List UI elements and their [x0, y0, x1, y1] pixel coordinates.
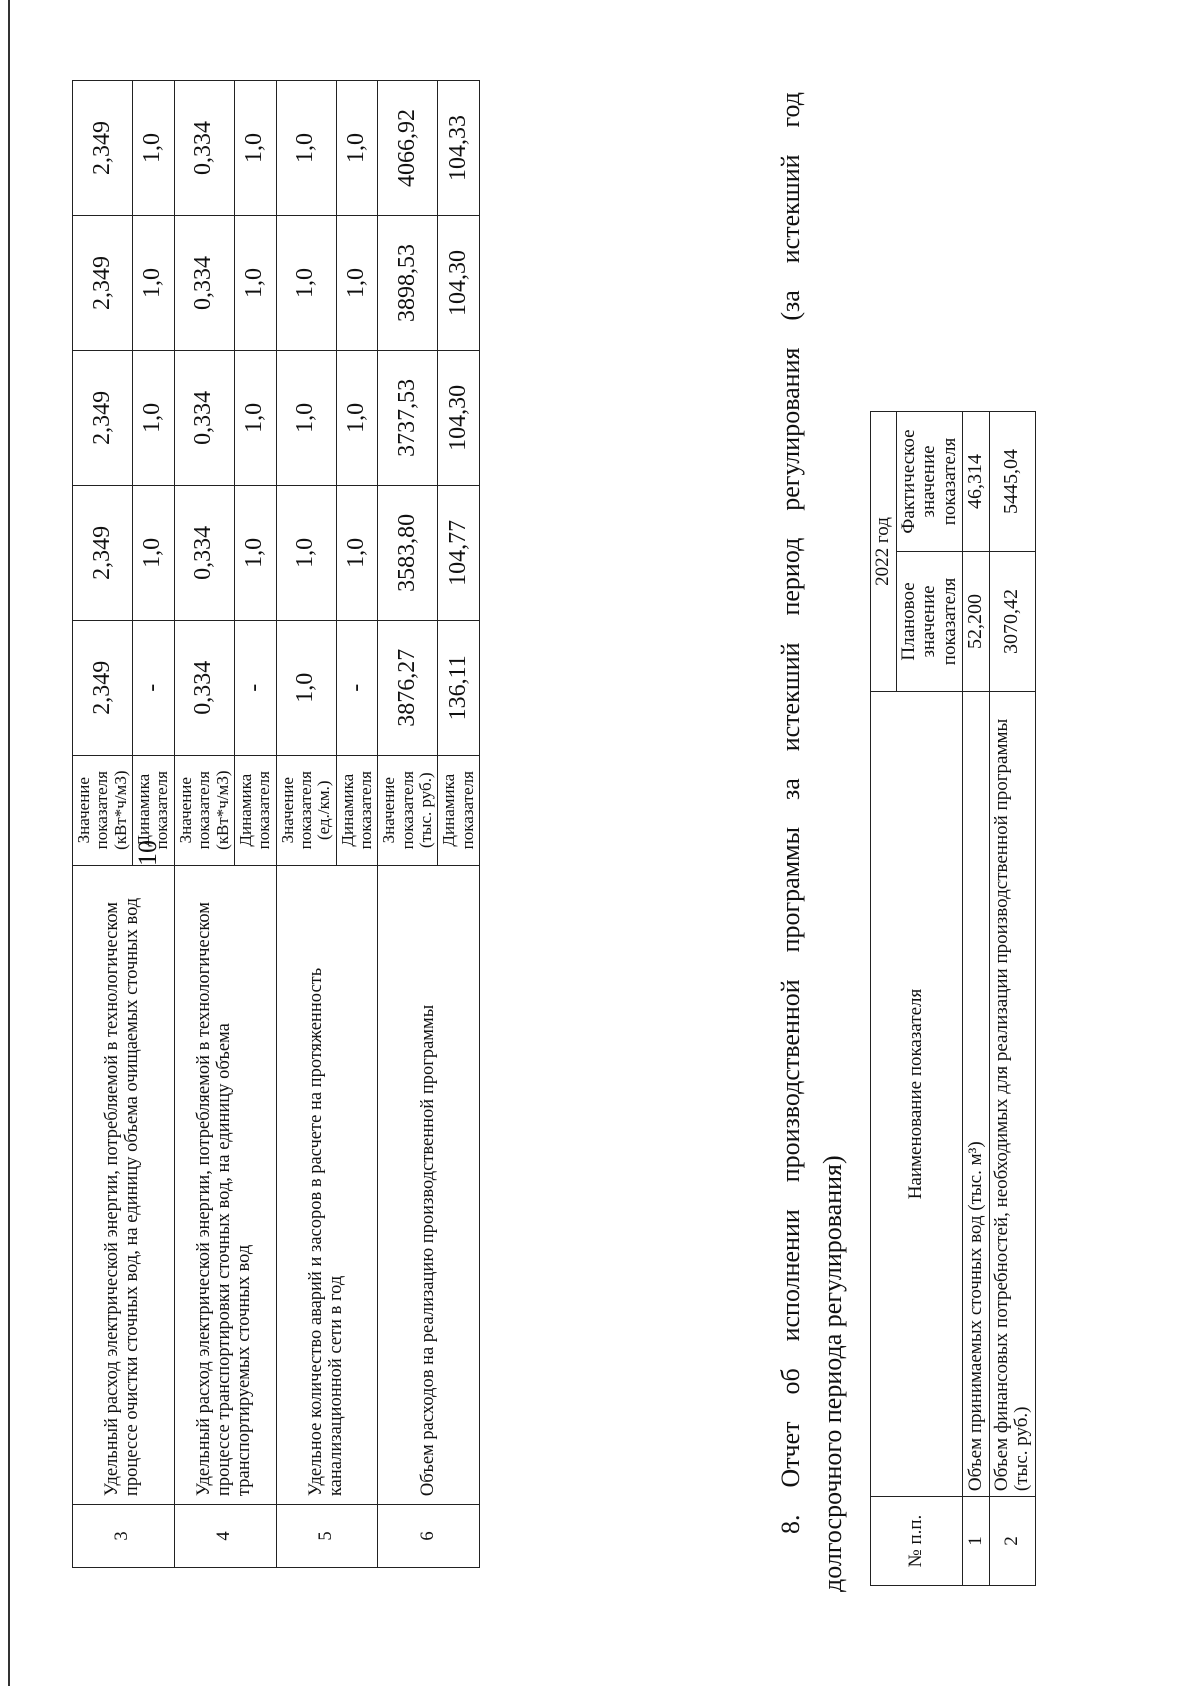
value-cell: 1,0 [276, 350, 336, 485]
value-cell: 1,0 [133, 81, 175, 216]
table-row [378, 81, 438, 1568]
value-cell: 3898,53 [378, 215, 438, 350]
fact-value: 5445,04 [989, 412, 1035, 552]
value-cell: 104,30 [438, 350, 480, 485]
value-cell: 1,0 [234, 81, 276, 216]
subrow-label: Динамика показателя [336, 755, 378, 865]
value-cell: 1,0 [276, 81, 336, 216]
table-row [73, 81, 133, 1568]
section-heading-line2: долгосрочного периода регулирования) [817, 1155, 847, 1592]
indicator-name: Объем финансовых потребностей, необходимых для реализации производственной программы (тыс. руб.) [989, 691, 1035, 1496]
value-cell: 1,0 [234, 485, 276, 620]
value-cell: 3876,27 [378, 620, 438, 755]
value-cell: 2,349 [73, 485, 133, 620]
header-num: № п.п. [871, 1497, 963, 1586]
indicator-name: Объем расходов на реализацию производственной программы [378, 865, 480, 1504]
value-cell: 0,334 [174, 215, 234, 350]
value-cell: 1,0 [336, 215, 378, 350]
subrow-label: Динамика показателя [234, 755, 276, 865]
header-row [871, 412, 897, 1586]
value-cell: 104,33 [438, 81, 480, 216]
value-cell: - [234, 620, 276, 755]
value-cell: 2,349 [73, 81, 133, 216]
section-heading-line1: 8. Отчет об исполнении производственной программы за истекший период регулирования (за истекший год [776, 92, 805, 1534]
value-cell: - [133, 620, 175, 755]
value-cell: 1,0 [336, 485, 378, 620]
value-cell: 0,334 [174, 620, 234, 755]
table-row [963, 412, 990, 1586]
scan-edge-line [8, 0, 10, 1686]
value-cell: 4066,92 [378, 81, 438, 216]
header-fact: Фактическое значение показателя [896, 412, 963, 552]
value-cell: - [336, 620, 378, 755]
row-number: 5 [276, 1505, 378, 1568]
table-row [174, 81, 234, 1568]
value-cell: 0,334 [174, 350, 234, 485]
value-cell: 1,0 [276, 215, 336, 350]
row-number: 4 [174, 1505, 276, 1568]
indicators-table [72, 80, 480, 1568]
subrow-label: Значение показателя (ед./км.) [276, 755, 336, 865]
header-year: 2022 год [871, 412, 897, 692]
value-cell: 1,0 [133, 485, 175, 620]
plan-value: 3070,42 [989, 552, 1035, 692]
fact-value: 46,314 [963, 412, 990, 552]
value-cell: 1,0 [234, 215, 276, 350]
value-cell: 0,334 [174, 81, 234, 216]
indicator-name: Объем принимаемых сточных вод (тыс. м³) [963, 691, 990, 1496]
value-cell: 1,0 [276, 620, 336, 755]
indicator-name: Удельный расход электрической энергии, потребляемой в технологическом процессе очистки сточных вод, на единицу объема очищаемых сточных вод [73, 865, 175, 1504]
row-number: 1 [963, 1497, 990, 1586]
value-cell: 104,30 [438, 215, 480, 350]
subrow-label: Динамика показателя [438, 755, 480, 865]
header-plan: Плановое значение показателя [896, 552, 963, 692]
indicator-name: Удельный расход электрической энергии, потребляемой в технологическом процессе транспортировки сточных вод, на единицу объема транспортируемых сточных вод [174, 865, 276, 1504]
page-number: 10 [133, 840, 162, 866]
row-number: 3 [73, 1505, 175, 1568]
plan-value: 52,200 [963, 552, 990, 692]
report-table [870, 411, 1036, 1586]
value-cell: 1,0 [336, 350, 378, 485]
row-number: 2 [989, 1497, 1035, 1586]
table-row [989, 412, 1035, 1586]
value-cell: 1,0 [336, 81, 378, 216]
subrow-label: Значение показателя (тыс. руб.) [378, 755, 438, 865]
value-cell: 104,77 [438, 485, 480, 620]
value-cell: 3583,80 [378, 485, 438, 620]
subrow-label: Значение показателя (кВт*ч/м3) [174, 755, 234, 865]
value-cell: 0,334 [174, 485, 234, 620]
value-cell: 136,11 [438, 620, 480, 755]
subrow-label: Значение показателя (кВт*ч/м3) [73, 755, 133, 865]
section-heading [770, 92, 853, 1592]
value-cell: 1,0 [133, 215, 175, 350]
value-cell: 2,349 [73, 350, 133, 485]
value-cell: 2,349 [73, 620, 133, 755]
indicator-name: Удельное количество аварий и засоров в расчете на протяженность канализационной сети в год [276, 865, 378, 1504]
value-cell: 1,0 [276, 485, 336, 620]
value-cell: 1,0 [133, 350, 175, 485]
value-cell: 1,0 [234, 350, 276, 485]
table-row [276, 81, 336, 1568]
header-name: Наименование показателя [871, 691, 963, 1496]
value-cell: 3737,53 [378, 350, 438, 485]
row-number: 6 [378, 1505, 480, 1568]
subrow-label: Динамика показателя [133, 755, 175, 865]
value-cell: 2,349 [73, 215, 133, 350]
